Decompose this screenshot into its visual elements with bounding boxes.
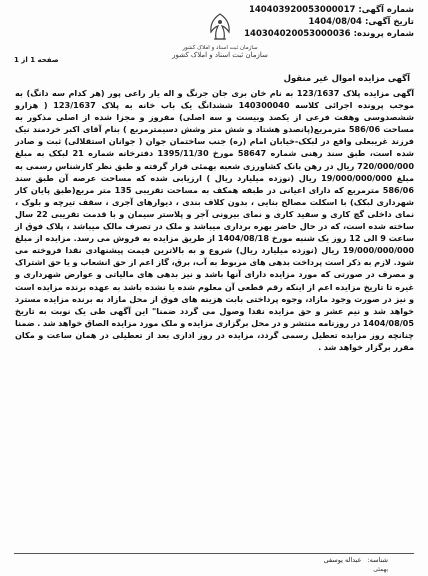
ad-metadata xyxy=(244,4,414,40)
file-number-label: شماره پرونده: xyxy=(353,29,414,39)
signature-label: شناسه: xyxy=(367,556,388,564)
ad-date: 1404/08/04 xyxy=(308,17,362,27)
ad-number: 140403920053000017 xyxy=(248,5,356,15)
logo-caption-line1: سازمان ثبت اسناد و املاک کشور xyxy=(182,45,258,51)
page-title: آگهی مزایده اموال غیر منقول xyxy=(283,74,410,84)
ad-date-label: تاریخ آگهی: xyxy=(364,17,414,27)
signature-name: عبداله یوسفی xyxy=(323,556,362,564)
signature-role: بهمئی xyxy=(373,566,388,573)
file-number: 140304020053000036 xyxy=(244,29,351,39)
notice-body: آگهی مزایده پلاک 123/1637 به نام خان بری جان جرنگ و اله یار راعی پور (هر کدام سه دانگ) به موجب پرونده اجرائی کلاسه 140300040 ششدانگ یک باب خانه به پلاک 123/1637 ( هزارو ششصدوسی وهفت فرعی از یکصد وبیست و سه اصلی) مفروز و مجزا شده از اصلی مذکور به مساحت 586/06 مترمربع(پانصدو هشتاد و شش متر وشش دسیمترمربع ) بنام آقای اکبر خردمند نیک فرزند غریبعلی واقع در لبکک-خیابان امام (ره) جنب ساختمان جوان ( جوانان استقلالی) ثبت و صادر شده است، طبق سند رهنی شماره 58647 مورخ 1395/11/30 دفترخانه شماره 21 لبکک به مبلغ 720/000/000 ریال در رهن بانک کشاورزی شعبه بهمئی قرار گرفته و طبق نظر کارشناس رسمی به مبلغ 19/000/000/000 ریال (نوزده میلیارد ریال ) ارزیابی شده که مساحت عرصه آن طبق سند 586/06 مترمربع که دارای اعیانی در طبقه همکف به مساحت تقریبی 135 متر مربع(طبق پایان کار شهرداری لبکک) با اسکلت مصالح بنایی ، بدون کلاف بندی ، دیوارهای آجری ، سقف تیرچه و بلوک ، نمای داخلی گچ کاری و سفید کاری و نمای بیرونی آجر و پلاستر سیمان و با قدمت تقریبی 22 سال ساخته شده است، که در حال حاضر بهره برداری میباشد و ملک در تصرف مالک میباشد ، پلاک فوق از ساعت 9 الی 12 روز یک شنبه مورخ 1404/08/18 از طریق مزایده به فروش می رسد. مزایده از مبلغ 19/000/000/000 ریال (نوزده میلیارد ریال) شروع و به بالاترین قیمت پیشنهادی نقدا فروخته می شود. لازم به ذکر است پرداخت بدهی های مربوط به آب، برق، گاز اعم از حق انشعاب و یا حق اشتراک و مصرف در صورتی که مورد مزایده دارای آنها باشد و نیز بدهی های مالیاتی و عوارض شهرداری و غیره تا تاریخ مزایده اعم از اینکه رقم قطعی آن معلوم شده یا نشده باشد به عهده برنده مزایده است و نیز در صورت وجود مازاد، وجوه پرداختی بابت هزینه های فوق از محل مازاد به برنده مزایده مسترد خواهد شد و نیم عشر و حق مزایده نقدا وصول می گردد ضمنا" این آگهی طی یک نوبت به تاریخ 1404/08/05 در روزنامه منتشر و در محل برگزاری مزایده و ملک مورد مزایده الصاق خواهد شد . ضمنا چنانچه روز مزایده تعطیل رسمی گردد، مزایده در روز اداری بعد از تعطیلی در همان ساعت و مکان مقرر برگزار خواهد شد . xyxy=(15,88,415,352)
page-indicator: صفحه 1 از 1 xyxy=(14,56,59,64)
judiciary-emblem-icon xyxy=(200,12,240,42)
ad-date-row xyxy=(244,16,414,28)
signature-divider xyxy=(14,553,414,555)
logo-caption xyxy=(165,45,275,59)
logo-caption-line2: سازمان ثبت اسناد و املاک کشور xyxy=(172,51,268,59)
ad-number-label: شماره آگهی: xyxy=(358,5,414,15)
ad-number-row xyxy=(244,4,414,16)
file-number-row xyxy=(244,28,414,40)
signature-line xyxy=(324,556,388,564)
